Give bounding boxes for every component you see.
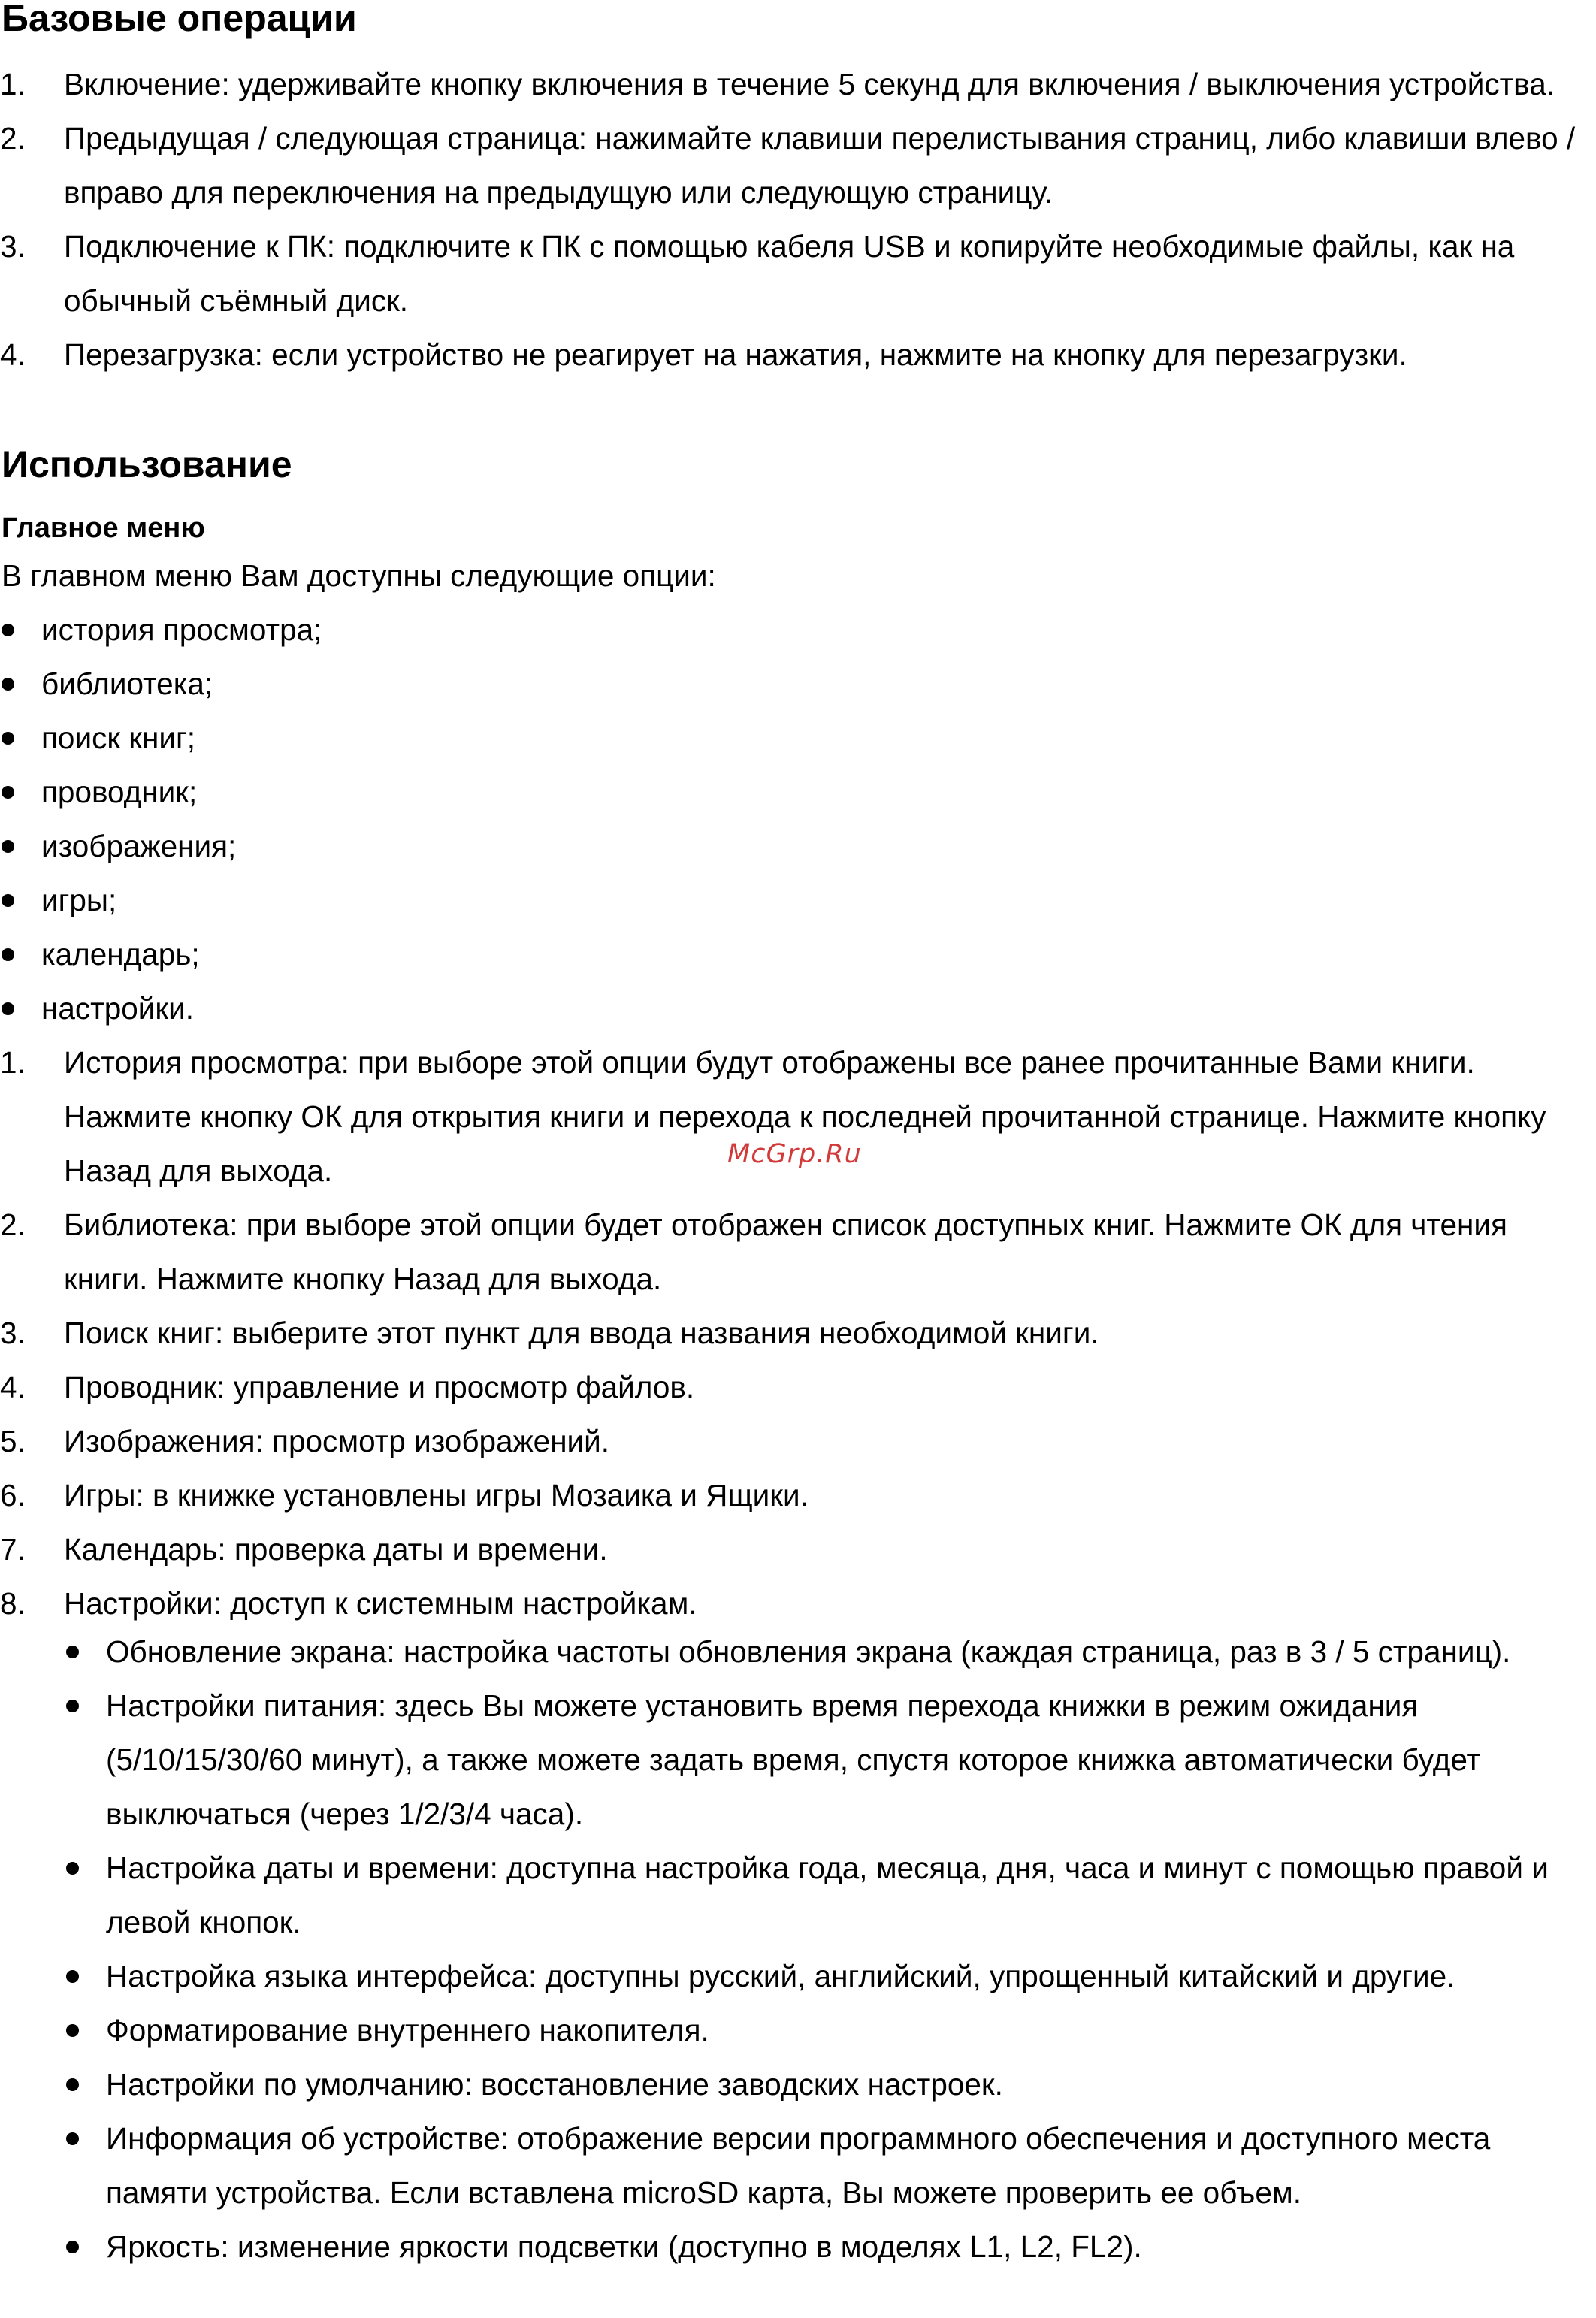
list-item <box>0 657 1596 711</box>
bullet-icon <box>66 2078 79 2091</box>
list-item <box>0 2057 1596 2111</box>
basic-operations-list <box>0 57 1596 382</box>
list-item <box>0 711 1596 765</box>
item-text: Настройка языка интерфейса: доступны русский, английский, упрощенный китайский и другие. <box>106 1959 1455 1993</box>
item-text: изображения; <box>41 829 237 863</box>
list-item <box>0 981 1596 1035</box>
menu-options-list <box>0 603 1596 1035</box>
item-text: Календарь: проверка даты и времени. <box>64 1532 608 1567</box>
list-item <box>0 1841 1596 1949</box>
list-item <box>0 2111 1596 2220</box>
item-text: библиотека; <box>41 666 213 701</box>
list-item <box>0 1949 1596 2003</box>
item-text: Поиск книг: выберите этот пункт для ввода названия необходимой книги. <box>64 1316 1099 1350</box>
list-item <box>0 603 1596 657</box>
list-item <box>0 1414 1596 1468</box>
item-text: Игры: в книжке установлены игры Мозаика и Ящики. <box>64 1478 809 1513</box>
bullet-icon <box>66 1862 79 1875</box>
list-item <box>0 927 1596 981</box>
list-item <box>0 1624 1596 1679</box>
bullet-icon <box>2 1002 14 1015</box>
bullet-icon <box>66 2241 79 2253</box>
watermark: McGrp.Ru <box>727 1139 862 1169</box>
list-item <box>0 1468 1596 1522</box>
bullet-icon <box>66 2132 79 2145</box>
item-text: Включение: удерживайте кнопку включения в течение 5 секунд для включения / выключения устройства. <box>64 67 1555 101</box>
bullet-icon <box>2 678 14 691</box>
heading-main-menu: Главное меню <box>2 512 205 544</box>
item-number: 2. <box>0 121 26 156</box>
item-text: Форматирование внутреннего накопителя. <box>106 2013 709 2048</box>
item-text: Подключение к ПК: подключите к ПК с помощью кабеля USB и копируйте необходимые файлы, как на обычный съёмный диск. <box>64 229 1515 318</box>
item-text: Яркость: изменение яркости подсветки (доступно в моделях L1, L2, FL2). <box>106 2229 1142 2264</box>
list-item <box>0 1576 1596 1630</box>
item-number: 3. <box>0 1316 26 1350</box>
item-text: игры; <box>41 883 117 917</box>
bullet-icon <box>66 2024 79 2037</box>
item-text: Проводник: управление и просмотр файлов. <box>64 1370 695 1404</box>
item-text: история просмотра; <box>41 612 322 647</box>
menu-details-list <box>0 1035 1596 1630</box>
item-number: 5. <box>0 1424 26 1458</box>
item-text: Информация об устройстве: отображение версии программного обеспечения и доступного места памяти устройства. Если вставлена microSD карта, Вы можете проверить ее объем. <box>106 2121 1491 2210</box>
heading-usage: Использование <box>2 443 292 485</box>
bullet-icon <box>66 1646 79 1658</box>
list-item <box>0 1522 1596 1576</box>
bullet-icon <box>66 1970 79 1983</box>
item-number: 4. <box>0 337 26 372</box>
item-text: Настройки: доступ к системным настройкам. <box>64 1586 697 1621</box>
list-item <box>0 328 1596 382</box>
bullet-icon <box>2 732 14 745</box>
item-number: 1. <box>0 67 26 101</box>
item-text: календарь; <box>41 937 200 972</box>
intro-paragraph: В главном меню Вам доступны следующие опции: <box>2 558 716 593</box>
item-number: 7. <box>0 1532 26 1567</box>
item-number: 4. <box>0 1370 26 1404</box>
list-item <box>0 765 1596 819</box>
item-text: Перезагрузка: если устройство не реагирует на нажатия, нажмите на кнопку для перезагрузки. <box>64 337 1407 372</box>
item-number: 6. <box>0 1478 26 1513</box>
list-item <box>0 1679 1596 1841</box>
bullet-icon <box>66 1700 79 1712</box>
bullet-icon <box>2 624 14 636</box>
item-text: Обновление экрана: настройка частоты обновления экрана (каждая страница, раз в 3 / 5 страниц). <box>106 1634 1511 1669</box>
item-text: поиск книг; <box>41 721 196 755</box>
item-text: настройки. <box>41 991 194 1026</box>
item-number: 3. <box>0 229 26 264</box>
item-text: Настройки по умолчанию: восстановление заводских настроек. <box>106 2067 1003 2102</box>
list-item <box>0 57 1596 111</box>
heading-basic-operations: Базовые операции <box>2 0 357 39</box>
item-text: Настройки питания: здесь Вы можете установить время перехода книжки в режим ожидания (5/10/15/30/60 минут), а также можете задать время, спустя которое книжка автоматически будет выключаться (через 1/2/3/4 часа). <box>106 1688 1481 1831</box>
list-item <box>0 2220 1596 2274</box>
list-item <box>0 2003 1596 2057</box>
list-item <box>0 1198 1596 1306</box>
list-item <box>0 819 1596 873</box>
item-text: проводник; <box>41 775 198 809</box>
bullet-icon <box>2 948 14 961</box>
item-number: 1. <box>0 1045 26 1080</box>
item-text: Настройка даты и времени: доступна настройка года, месяца, дня, часа и минут с помощью правой и левой кнопок. <box>106 1851 1549 1939</box>
list-item <box>0 1360 1596 1414</box>
bullet-icon <box>2 894 14 907</box>
item-text: Изображения: просмотр изображений. <box>64 1424 610 1458</box>
item-text: История просмотра: при выборе этой опции будут отображены все ранее прочитанные Вами книги. Нажмите кнопку ОК для открытия книги и перехода к последней прочитанной странице. Нажмите кнопку Назад для выхода. <box>64 1045 1546 1188</box>
bullet-icon <box>2 840 14 853</box>
bullet-icon <box>2 786 14 799</box>
item-text: Предыдущая / следующая страница: нажимайте клавиши перелистывания страниц, либо клавиши влево / вправо для переключения на предыдущую или следующую страницу. <box>64 121 1576 210</box>
item-number: 2. <box>0 1207 26 1242</box>
settings-sublist <box>0 1624 1596 2274</box>
list-item <box>0 219 1596 328</box>
list-item <box>0 1306 1596 1360</box>
item-text: Библиотека: при выборе этой опции будет отображен список доступных книг. Нажмите ОК для чтения книги. Нажмите кнопку Назад для выхода. <box>64 1207 1507 1296</box>
list-item <box>0 1035 1596 1198</box>
list-item <box>0 873 1596 927</box>
item-number: 8. <box>0 1586 26 1621</box>
list-item <box>0 111 1596 219</box>
